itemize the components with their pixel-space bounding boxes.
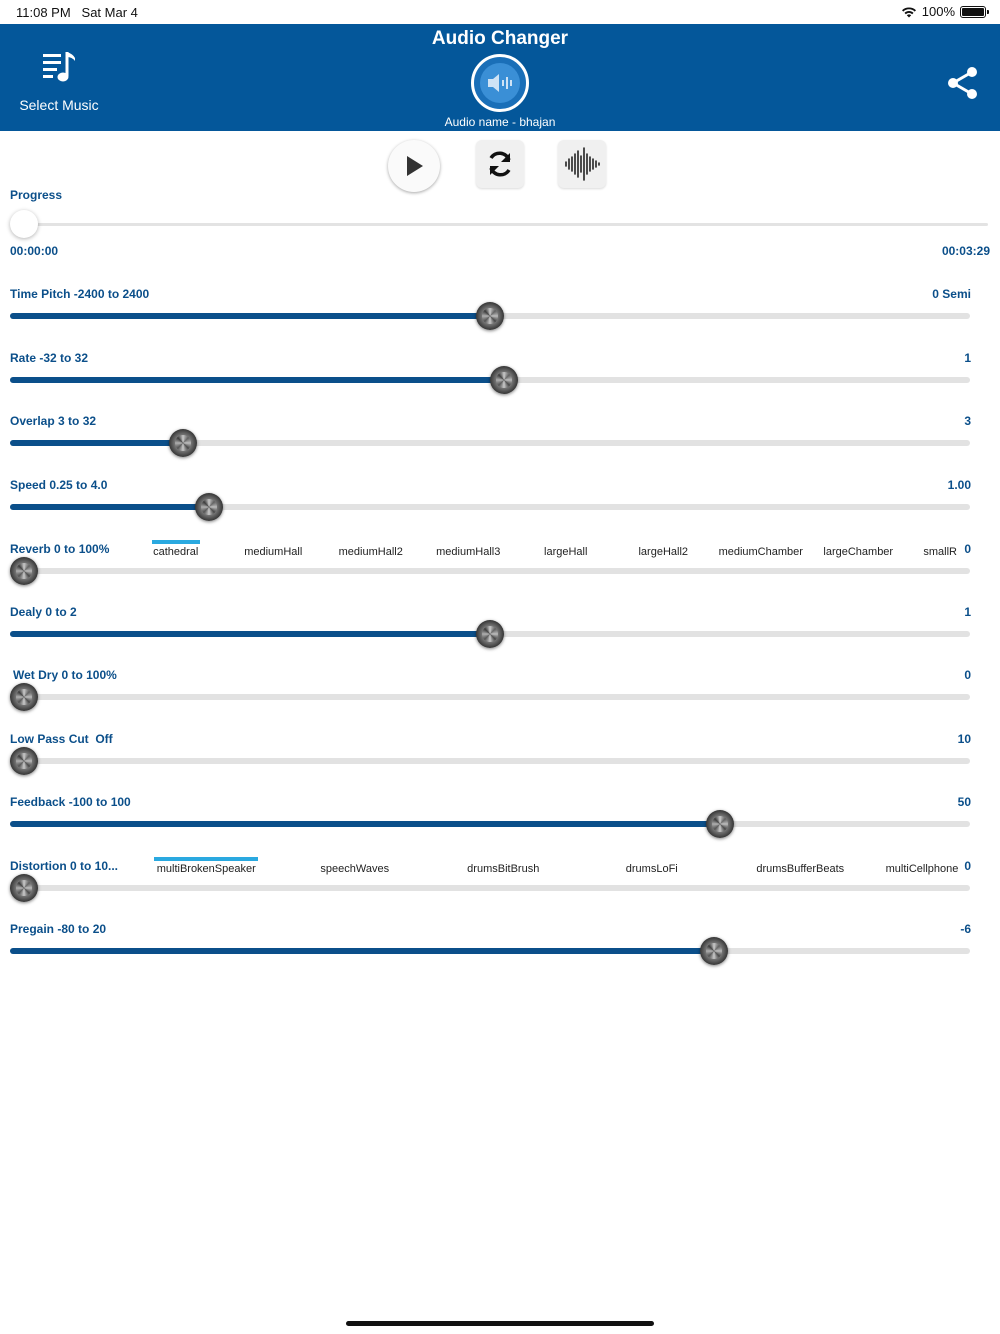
low-pass-label: Low Pass Cut Off	[10, 732, 113, 746]
feedback-value: 50	[957, 795, 971, 809]
distortion-option[interactable]: multiBrokenSpeaker	[132, 857, 281, 875]
progress-label: Progress	[10, 188, 63, 202]
reverb-label: Reverb 0 to 100%	[10, 542, 110, 556]
time-pitch-slider[interactable]	[10, 313, 970, 319]
wet-dry-row	[0, 668, 1000, 732]
playback-controls	[0, 140, 1000, 190]
delay-row	[0, 605, 1000, 669]
distortion-option[interactable]: drumsBufferBeats	[756, 863, 845, 875]
distortion-slider[interactable]	[10, 885, 970, 891]
speed-value: 1.00	[947, 478, 971, 492]
low-pass-value: 10	[957, 732, 971, 746]
slider-knob[interactable]	[700, 937, 728, 965]
reverb-option[interactable]: largeChamber	[823, 546, 894, 558]
wifi-icon	[901, 6, 917, 18]
slider-fill	[10, 440, 183, 446]
overlap-row	[0, 414, 1000, 478]
speed-slider[interactable]	[10, 504, 970, 510]
delay-label: Dealy 0 to 2	[10, 605, 77, 619]
app-logo	[471, 54, 529, 112]
distortion-preset-selector	[132, 857, 970, 875]
time-pitch-value: 0 Semi	[932, 287, 971, 301]
page-title: Audio Changer	[431, 28, 569, 49]
reverb-option[interactable]: smallR	[923, 546, 957, 558]
overlap-value: 3	[964, 414, 971, 428]
wet-dry-slider[interactable]	[10, 694, 970, 700]
reverb-slider[interactable]	[10, 568, 970, 574]
slider-knob[interactable]	[476, 620, 504, 648]
slider-knob[interactable]	[476, 302, 504, 330]
share-icon	[944, 66, 982, 100]
status-right	[901, 4, 986, 19]
slider-fill	[10, 948, 714, 954]
play-button[interactable]	[388, 140, 440, 192]
delay-value: 1	[964, 605, 971, 619]
select-music-button[interactable]	[14, 48, 104, 113]
rate-label: Rate -32 to 32	[10, 351, 89, 365]
battery-icon	[960, 6, 986, 18]
clock-text: 11:08 PM	[16, 5, 71, 20]
slider-knob[interactable]	[10, 557, 38, 585]
time-pitch-label: Time Pitch -2400 to 2400	[10, 287, 150, 301]
distortion-option[interactable]: drumsBitBrush	[467, 863, 540, 875]
reverb-option[interactable]: mediumChamber	[718, 546, 803, 558]
reverb-option[interactable]: mediumHall3	[436, 546, 501, 558]
rate-row	[0, 351, 1000, 415]
feedback-row	[0, 795, 1000, 859]
slider-knob[interactable]	[10, 683, 38, 711]
reverb-preset-selector	[127, 540, 960, 558]
rate-value: 1	[964, 351, 971, 365]
play-icon	[403, 154, 425, 178]
pregain-row	[0, 922, 1000, 986]
overlap-label: Overlap 3 to 32	[10, 414, 97, 428]
delay-slider[interactable]	[10, 631, 970, 637]
reverb-option[interactable]: largeHall2	[638, 546, 689, 558]
slider-fill	[10, 504, 209, 510]
distortion-option[interactable]: multiCellphone	[885, 863, 959, 875]
reset-button[interactable]	[476, 140, 524, 188]
status-bar	[0, 0, 1000, 24]
speed-row	[0, 478, 1000, 542]
slider-knob[interactable]	[10, 874, 38, 902]
reverb-option[interactable]: cathedral	[127, 540, 225, 558]
share-button[interactable]	[944, 66, 982, 100]
reverb-option[interactable]: largeHall	[544, 546, 588, 558]
distortion-value: 0	[964, 859, 971, 873]
speed-label: Speed 0.25 to 4.0	[10, 478, 108, 492]
waveform-button[interactable]	[558, 140, 606, 188]
feedback-label: Feedback -100 to 100	[10, 795, 131, 809]
reverb-option[interactable]: mediumHall2	[338, 546, 403, 558]
app-header	[0, 24, 1000, 131]
overlap-slider[interactable]	[10, 440, 970, 446]
progress-track[interactable]	[24, 223, 988, 226]
slider-fill	[10, 821, 720, 827]
music-list-icon	[37, 48, 81, 88]
slider-knob[interactable]	[490, 366, 518, 394]
slider-fill	[10, 377, 504, 383]
slider-knob[interactable]	[195, 493, 223, 521]
reverb-row	[0, 542, 1000, 606]
home-indicator[interactable]	[346, 1321, 654, 1326]
wet-dry-value: 0	[964, 668, 971, 682]
waveform-icon	[562, 146, 602, 182]
slider-fill	[10, 631, 490, 637]
distortion-option[interactable]: drumsLoFi	[625, 863, 678, 875]
low-pass-row	[0, 732, 1000, 796]
progress-thumb[interactable]	[10, 210, 38, 238]
select-music-label: Select Music	[19, 97, 99, 113]
low-pass-slider[interactable]	[10, 758, 970, 764]
status-time	[16, 5, 138, 20]
pregain-value: -6	[960, 922, 971, 936]
wet-dry-label: Wet Dry 0 to 100%	[13, 668, 117, 682]
time-pitch-row	[0, 287, 1000, 351]
date-text: Sat Mar 4	[81, 5, 138, 20]
pregain-label: Pregain -80 to 20	[10, 922, 107, 936]
slider-fill	[10, 313, 490, 319]
total-duration: 00:03:29	[941, 244, 990, 258]
current-time: 00:00:00	[10, 244, 59, 258]
distortion-option[interactable]: speechWaves	[320, 863, 390, 875]
reverb-option[interactable]: mediumHall	[244, 546, 303, 558]
battery-percent: 100%	[921, 4, 955, 19]
slider-knob[interactable]	[169, 429, 197, 457]
speaker-icon	[480, 63, 520, 103]
refresh-icon	[485, 149, 515, 179]
distortion-row	[0, 859, 1000, 923]
pregain-slider[interactable]	[10, 948, 970, 954]
reverb-value: 0	[964, 542, 971, 556]
distortion-label: Distortion 0 to 10...	[10, 859, 119, 873]
feedback-slider[interactable]	[10, 821, 970, 827]
slider-knob[interactable]	[706, 810, 734, 838]
rate-slider[interactable]	[10, 377, 970, 383]
audio-name: Audio name - bhajan	[444, 115, 556, 129]
slider-knob[interactable]	[10, 747, 38, 775]
